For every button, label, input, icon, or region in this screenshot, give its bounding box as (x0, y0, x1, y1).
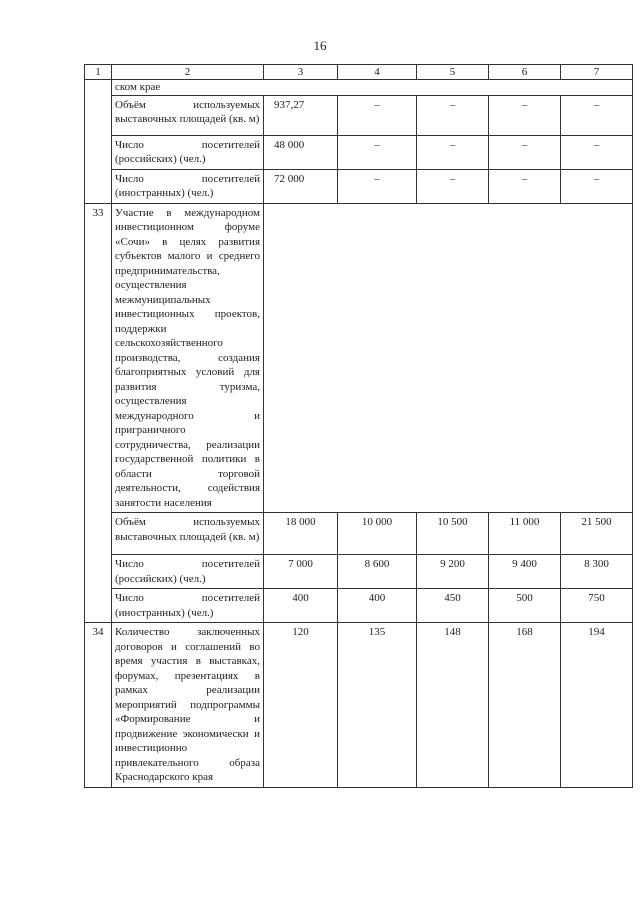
col-header-1: 1 (85, 65, 112, 80)
value-cell: – (417, 169, 489, 203)
value-cell: 9 400 (489, 555, 561, 589)
table-row (85, 169, 633, 203)
value-cell: 148 (417, 623, 489, 788)
value-cell: 450 (417, 589, 489, 623)
table-row (85, 135, 633, 169)
value-cell: 194 (561, 623, 633, 788)
value-cell: 135 (338, 623, 417, 788)
value-cell: 10 500 (417, 513, 489, 555)
value-cell: 120 (264, 623, 338, 788)
continuation-row (85, 80, 633, 96)
value-cell: 11 000 (489, 513, 561, 555)
value-cell: 7 000 (264, 555, 338, 589)
indicator-cell: Объём используемых выставочных площадей (кв. м) (112, 95, 264, 135)
value-cell: 400 (338, 589, 417, 623)
value-cell: – (561, 169, 633, 203)
row-number: 34 (85, 623, 112, 788)
col-header-7: 7 (561, 65, 633, 80)
table-row (85, 623, 633, 788)
value-cell: 18 000 (264, 513, 338, 555)
value-cell: – (489, 95, 561, 135)
value-cell: – (489, 169, 561, 203)
value-cell: 72 000 (264, 169, 338, 203)
value-cell: – (338, 169, 417, 203)
header-row (85, 65, 633, 80)
col-header-5: 5 (417, 65, 489, 80)
value-cell: 8 600 (338, 555, 417, 589)
indicator-cell: Число посетителей (иностранных) (чел.) (112, 169, 264, 203)
value-cell: – (338, 135, 417, 169)
indicator-cell: Число посетителей (российских) (чел.) (112, 135, 264, 169)
indicators-table (84, 64, 633, 788)
value-cell: – (417, 135, 489, 169)
value-cell: 48 000 (264, 135, 338, 169)
table-row (85, 555, 633, 589)
value-cell: 400 (264, 589, 338, 623)
page-number: 16 (313, 38, 327, 53)
value-cell: 9 200 (417, 555, 489, 589)
value-cell: – (417, 95, 489, 135)
value-cell: 21 500 (561, 513, 633, 555)
value-cell: – (338, 95, 417, 135)
value-cell: 500 (489, 589, 561, 623)
continuation-text: ском крае (112, 80, 633, 96)
table-row (85, 589, 633, 623)
indicator-cell: Участие в международном инвестиционном форуме «Сочи» в целях развития субъектов малого и среднего предпринимательства, осуществления межмуниципальных инвестиционных проектов, поддержки сельскохозяйственного производства, создания благоприятных условий для развития туризма, осуществления международного и приграничного сотрудничества, реализации государственной политики в области торговой деятельности, содействия занятости населения (112, 203, 264, 513)
indicator-cell: Число посетителей (иностранных) (чел.) (112, 589, 264, 623)
indicator-cell: Объём используемых выставочных площадей (кв. м) (112, 513, 264, 555)
value-cell: – (561, 135, 633, 169)
col-header-2: 2 (112, 65, 264, 80)
value-cell: – (561, 95, 633, 135)
value-cell: 8 300 (561, 555, 633, 589)
row-number (85, 80, 112, 204)
table-row (85, 95, 633, 135)
value-cell: 937,27 (264, 95, 338, 135)
row-number: 33 (85, 203, 112, 623)
value-cell: – (489, 135, 561, 169)
value-cell: 750 (561, 589, 633, 623)
empty-cell (264, 203, 633, 513)
col-header-3: 3 (264, 65, 338, 80)
col-header-6: 6 (489, 65, 561, 80)
indicator-cell: Число посетителей (российских) (чел.) (112, 555, 264, 589)
col-header-4: 4 (338, 65, 417, 80)
value-cell: 168 (489, 623, 561, 788)
indicator-cell: Количество заключенных договоров и соглашений во время участия в выставках, форумах, презентациях в рамках реализации мероприятий подпрограммы «Формирование и продвижение экономически и инвестиционно привлекательного образа Краснодарского края (112, 623, 264, 788)
table-row (85, 513, 633, 555)
value-cell: 10 000 (338, 513, 417, 555)
table-row (85, 203, 633, 513)
